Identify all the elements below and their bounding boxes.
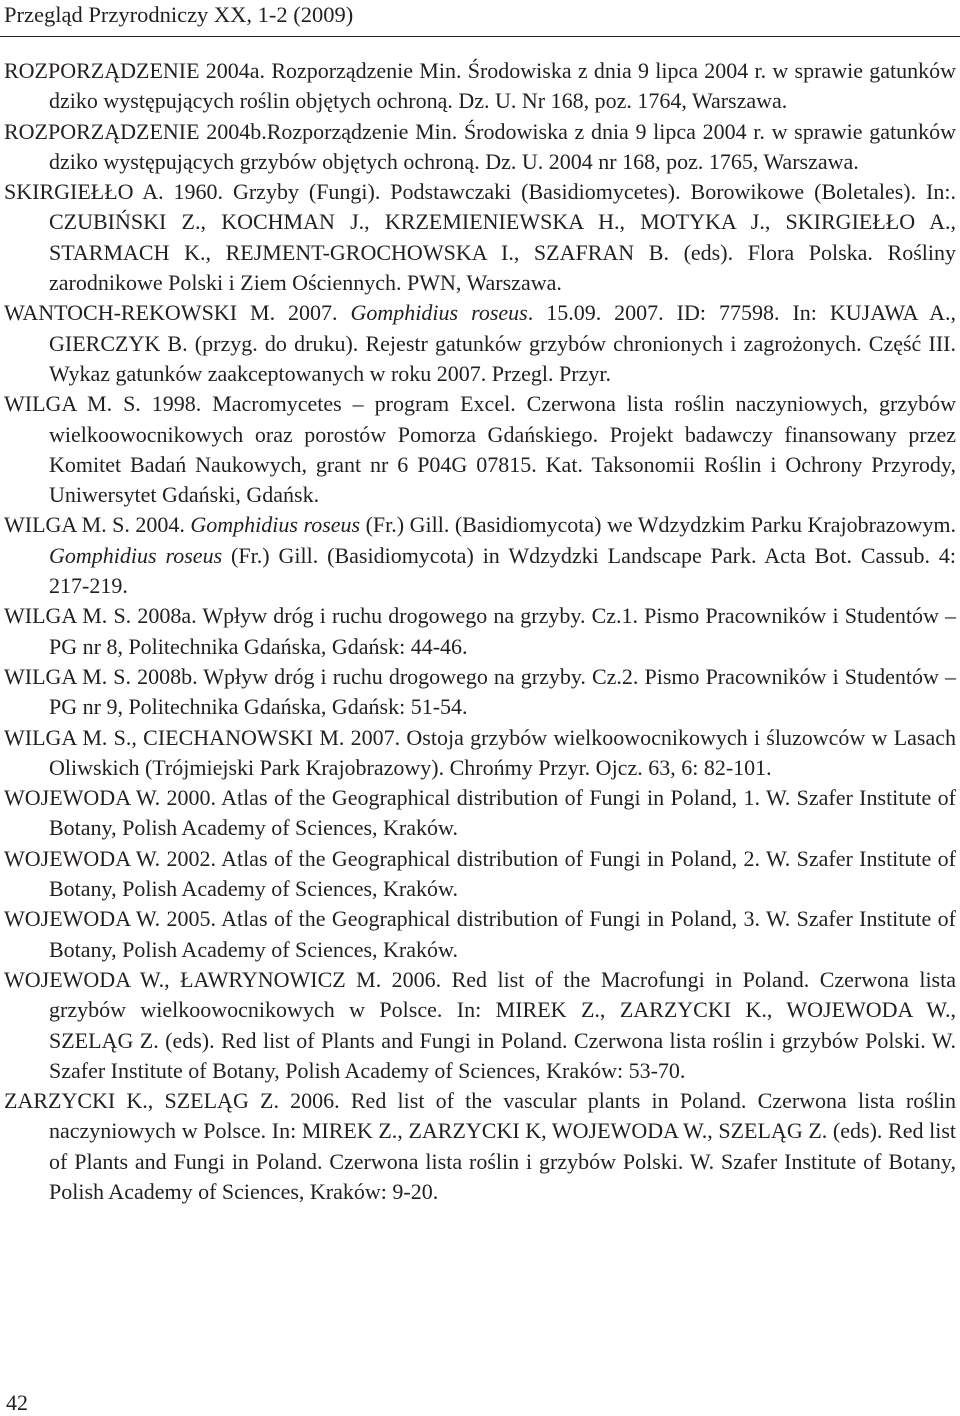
reference-entry: [4, 510, 956, 601]
reference-text: WOJEWODA W. 2002. Atlas of the Geographical distribution of Fungi in Poland, 2. W. Szafer Institute of Botany, Polish Academy of Sciences, Kraków.: [4, 845, 956, 902]
reference-entry: [4, 723, 956, 784]
header-rule: [0, 36, 960, 37]
reference-text: (Fr.) Gill. (Basidiomycota) we Wdzydzkim Parku Krajobrazowym.: [360, 512, 956, 538]
reference-text: WOJEWODA W., ŁAWRYNOWICZ M. 2006. Red list of the Macrofungi in Poland. Czerwona lista grzybów wielkoowocnikowych w Polsce. In: MIREK Z., ZARZYCKI K., WOJEWODA W., SZELĄG Z. (eds). Red list of Plants and Fungi in Poland. Czerwona lista roślin i grzybów Polski. W. Szafer Institute of Botany, Polish Academy of Sciences, Kraków: 53-70.: [4, 966, 956, 1083]
reference-text: WILGA M. S. 1998. Macromycetes – program Excel. Czerwona lista roślin naczyniowych, grzybów wielkoowocnikowych oraz porostów Pomorza Gdańskiego. Projekt badawczy finansowany przez Komitet Badań Naukowych, grant nr 6 P04G 07815. Kat. Taksonomii Roślin i Ochrony Przyrody, Uniwersytet Gdański, Gdańsk.: [4, 391, 956, 508]
reference-text: . 15.09. 2007. ID: 77598. In: KUJAWA A., GIERCZYK B. (przyg. do druku). Rejestr gatunków grzybów chronionych i zagrożonych. Część III. Wykaz gatunków zaakceptowanych w roku 2007. Przegl. Przyr.: [49, 300, 956, 386]
reference-entry: [4, 389, 956, 510]
page-number: 42: [6, 1390, 28, 1415]
reference-text: SKIRGIEŁŁO A. 1960. Grzyby (Fungi). Podstawczaki (Basidiomycetes). Borowikowe (Boletales). In:. CZUBIŃSKI Z., KOCHMAN J., KRZEMIENIEWSKA H., MOTYKA J., SKIRGIEŁŁO A., STARMACH K., REJMENT-GROCHOWSKA I., SZAFRAN B. (eds). Flora Polska. Rośliny zarodnikowe Polski i Ziem Ościennych. PWN, Warszawa.: [4, 179, 956, 296]
reference-text: WILGA M. S. 2008b. Wpływ dróg i ruchu drogowego na grzyby. Cz.2. Pismo Pracowników i Studentów – PG nr 9, Politechnika Gdańska, Gdańsk: 51-54.: [4, 663, 956, 720]
reference-text: WANTOCH-REKOWSKI M. 2007.: [4, 300, 351, 326]
reference-entry: [4, 177, 956, 298]
reference-text: ROZPORZĄDZENIE 2004a. Rozporządzenie Min. Środowiska z dnia 9 lipca 2004 r. w sprawie gatunków dziko występujących roślin objętych ochroną. Dz. U. Nr 168, poz. 1764, Warszawa.: [4, 58, 956, 114]
reference-text: WILGA M. S. 2004.: [4, 512, 191, 538]
reference-text: ROZPORZĄDZENIE 2004b.Rozporządzenie Min. Środowiska z dnia 9 lipca 2004 r. w sprawie gatunków dziko występujących grzybów objętych ochroną. Dz. U. 2004 nr 168, poz. 1765, Warszawa.: [4, 118, 956, 174]
reference-text: ZARZYCKI K., SZELĄG Z. 2006. Red list of the vascular plants in Poland. Czerwona lista roślin naczyniowych w Polsce. In: MIREK Z., ZARZYCKI K, WOJEWODA W., SZELĄG Z. (eds). Red list of Plants and Fungi in Poland. Czerwona lista roślin i grzybów Polski. W. Szafer Institute of Botany, Polish Academy of Sciences, Kraków: 9-20.: [4, 1088, 956, 1204]
reference-entry: [4, 56, 956, 117]
reference-entry: [4, 601, 956, 662]
reference-entry: [4, 117, 956, 178]
reference-species-name: Gomphidius roseus: [350, 300, 528, 326]
reference-entry: [4, 783, 956, 844]
reference-entry: [4, 904, 956, 965]
reference-entry: [4, 844, 956, 905]
reference-text: WOJEWODA W. 2000. Atlas of the Geographical distribution of Fungi in Poland, 1. W. Szafer Institute of Botany, Polish Academy of Sciences, Kraków.: [4, 785, 956, 841]
reference-text: WOJEWODA W. 2005. Atlas of the Geographical distribution of Fungi in Poland, 3. W. Szafer Institute of Botany, Polish Academy of Sciences, Kraków.: [4, 906, 956, 962]
reference-species-name: Gomphidius roseus: [190, 512, 361, 538]
reference-text: WILGA M. S., CIECHANOWSKI M. 2007. Ostoja grzybów wielkoowocnikowych i śluzowców w Lasach Oliwskich (Trójmiejski Park Krajobrazowy). Chrońmy Przyr. Ojcz. 63, 6: 82-101.: [4, 724, 956, 780]
reference-entry: [4, 298, 956, 389]
reference-list: [4, 56, 956, 1207]
reference-text: (Fr.) Gill. (Basidiomycota) in Wdzydzki Landscape Park. Acta Bot. Cassub. 4: 217-219.: [49, 542, 956, 599]
reference-entry: [4, 662, 956, 723]
running-head: Przegląd Przyrodniczy XX, 1-2 (2009): [4, 2, 354, 27]
reference-entry: [4, 1086, 956, 1207]
reference-text: WILGA M. S. 2008a. Wpływ dróg i ruchu drogowego na grzyby. Cz.1. Pismo Pracowników i Studentów – PG nr 8, Politechnika Gdańska, Gdańsk: 44-46.: [4, 603, 956, 659]
reference-entry: [4, 965, 956, 1086]
reference-species-name: Gomphidius roseus: [49, 542, 223, 568]
